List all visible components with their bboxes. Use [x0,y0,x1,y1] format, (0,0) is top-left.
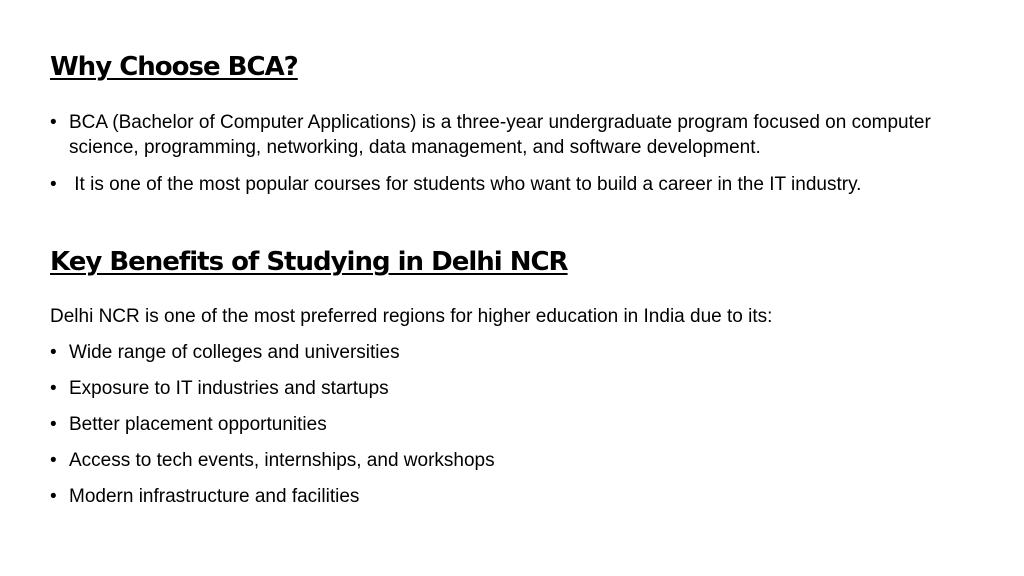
list-item [50,172,980,197]
section-heading-key-benefits: Key Benefits of Studying in Delhi NCR [50,247,568,277]
bullet-icon: • [50,486,57,507]
benefits-intro-text: Delhi NCR is one of the most preferred regions for higher education in India due to its: [50,306,773,327]
list-item [50,412,980,437]
benefits-list [50,340,980,520]
bullet-icon: • [50,378,57,399]
list-item [50,110,980,160]
list-item-text: BCA (Bachelor of Computer Applications) is a three-year undergraduate program focused on computer science, programming, networking, data management, and software development. [69,112,931,158]
bullet-icon: • [50,342,57,363]
list-item [50,484,980,509]
list-item-text: Better placement opportunities [69,414,327,435]
list-item-text: It is one of the most popular courses for students who want to build a career in the IT industry. [69,174,862,195]
list-item-text: Wide range of colleges and universities [69,342,400,363]
bullet-icon: • [50,112,57,133]
bullet-icon: • [50,414,57,435]
list-item [50,340,980,365]
section-heading-why-choose-bca: Why Choose BCA? [50,52,298,82]
list-item [50,376,980,401]
list-item-text: Modern infrastructure and facilities [69,486,360,507]
bca-overview-list [50,110,980,209]
list-item-text: Exposure to IT industries and startups [69,378,389,399]
list-item-text: Access to tech events, internships, and workshops [69,450,495,471]
bullet-icon: • [50,174,57,195]
list-item [50,448,980,473]
bullet-icon: • [50,450,57,471]
